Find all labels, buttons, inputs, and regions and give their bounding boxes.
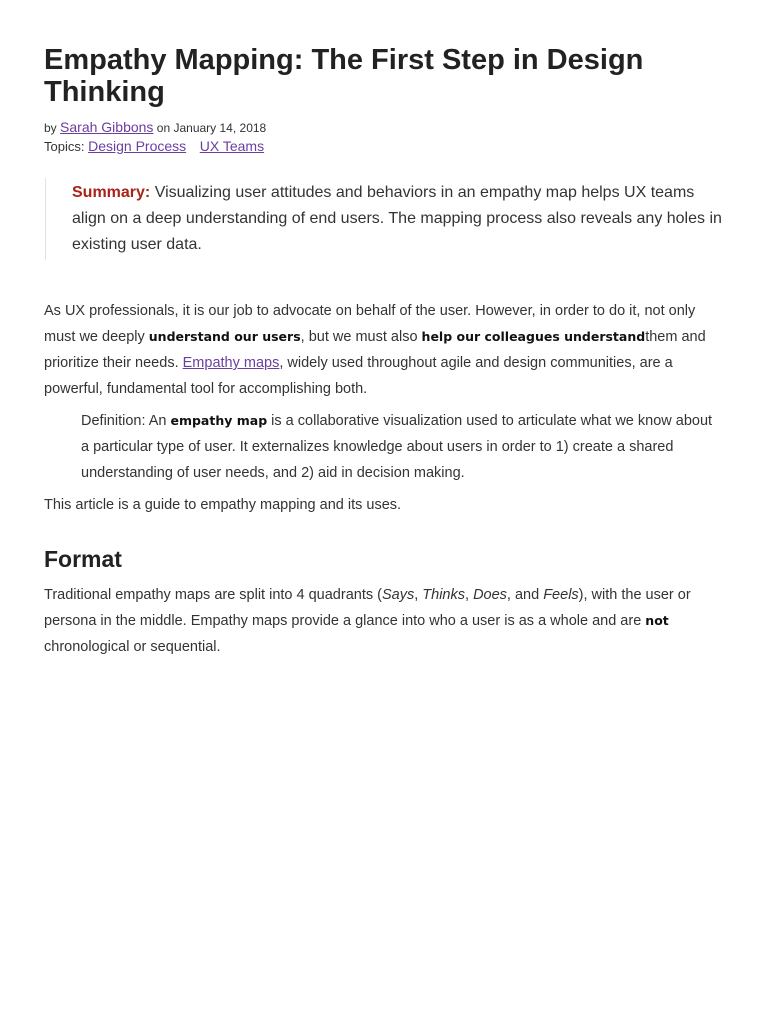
- summary-label: Summary:: [72, 184, 151, 201]
- guide-sentence: This article is a guide to empathy mapping and its uses.: [44, 497, 402, 513]
- format-paragraph: [44, 582, 724, 660]
- quadrant-says: Says: [381, 587, 415, 603]
- intro-text-3: them and prioritize their needs.: [44, 329, 706, 371]
- intro-paragraph: [44, 298, 724, 402]
- byline-on: on: [156, 121, 171, 135]
- summary-block: [45, 178, 724, 260]
- definition-text: is a collaborative visualization used to articulate what we know about a particular type of user. It externalizes knowledge about users in order to 1) create a shared understanding of user needs, and 2) aid in decision making.: [81, 413, 713, 481]
- definition-prefix: Definition: An: [81, 413, 171, 429]
- article-title: Empathy Mapping: The First Step in Design Thinking: [44, 44, 644, 108]
- format-text-2: ), with the user or persona in the middle. Empathy maps provide a glance into who a user is as a whole and are: [44, 587, 691, 629]
- quadrant-feels: Feels: [543, 587, 579, 603]
- definition-block: [81, 408, 724, 486]
- quadrant-thinks: Thinks: [422, 587, 465, 603]
- intro-bold-help-colleagues: help our colleagues understand: [421, 329, 646, 344]
- topic-link-design-process[interactable]: Design Process: [88, 138, 187, 154]
- topic-link-ux-teams[interactable]: UX Teams: [199, 138, 265, 154]
- section-heading-format: Format: [44, 546, 122, 572]
- publish-date: January 14, 2018: [173, 121, 267, 135]
- topics: [44, 137, 724, 156]
- quadrant-does: Does: [473, 587, 507, 603]
- format-comma-2: ,: [465, 587, 474, 603]
- byline: [44, 118, 724, 137]
- intro-bold-understand-users: understand our users: [148, 329, 301, 344]
- intro-text-1: As UX professionals, it is our job to advocate on behalf of the user. However, in order to do it, not only must we deeply: [44, 303, 696, 345]
- format-bold-not: not: [645, 613, 669, 628]
- intro-text-2: , but we must also: [300, 329, 422, 345]
- format-text-1: Traditional empathy maps are split into 4 quadrants (: [44, 587, 382, 603]
- definition-term: empathy map: [170, 413, 268, 428]
- byline-by: by: [44, 121, 57, 135]
- author-link[interactable]: Sarah Gibbons: [60, 119, 154, 135]
- summary-text: Visualizing user attitudes and behaviors in an empathy map helps UX teams align on a deep understanding of end users. The mapping process also reveals any holes in existing user data.: [72, 184, 722, 253]
- topics-label: Topics:: [44, 139, 85, 154]
- intro-text-4: , widely used throughout agile and design communities, are a powerful, fundamental tool for accomplishing both.: [44, 355, 673, 397]
- format-text-3: chronological or sequential.: [44, 639, 221, 655]
- format-comma-1: ,: [414, 587, 423, 603]
- empathy-maps-link[interactable]: Empathy maps: [182, 355, 280, 371]
- format-comma-3: , and: [506, 587, 544, 603]
